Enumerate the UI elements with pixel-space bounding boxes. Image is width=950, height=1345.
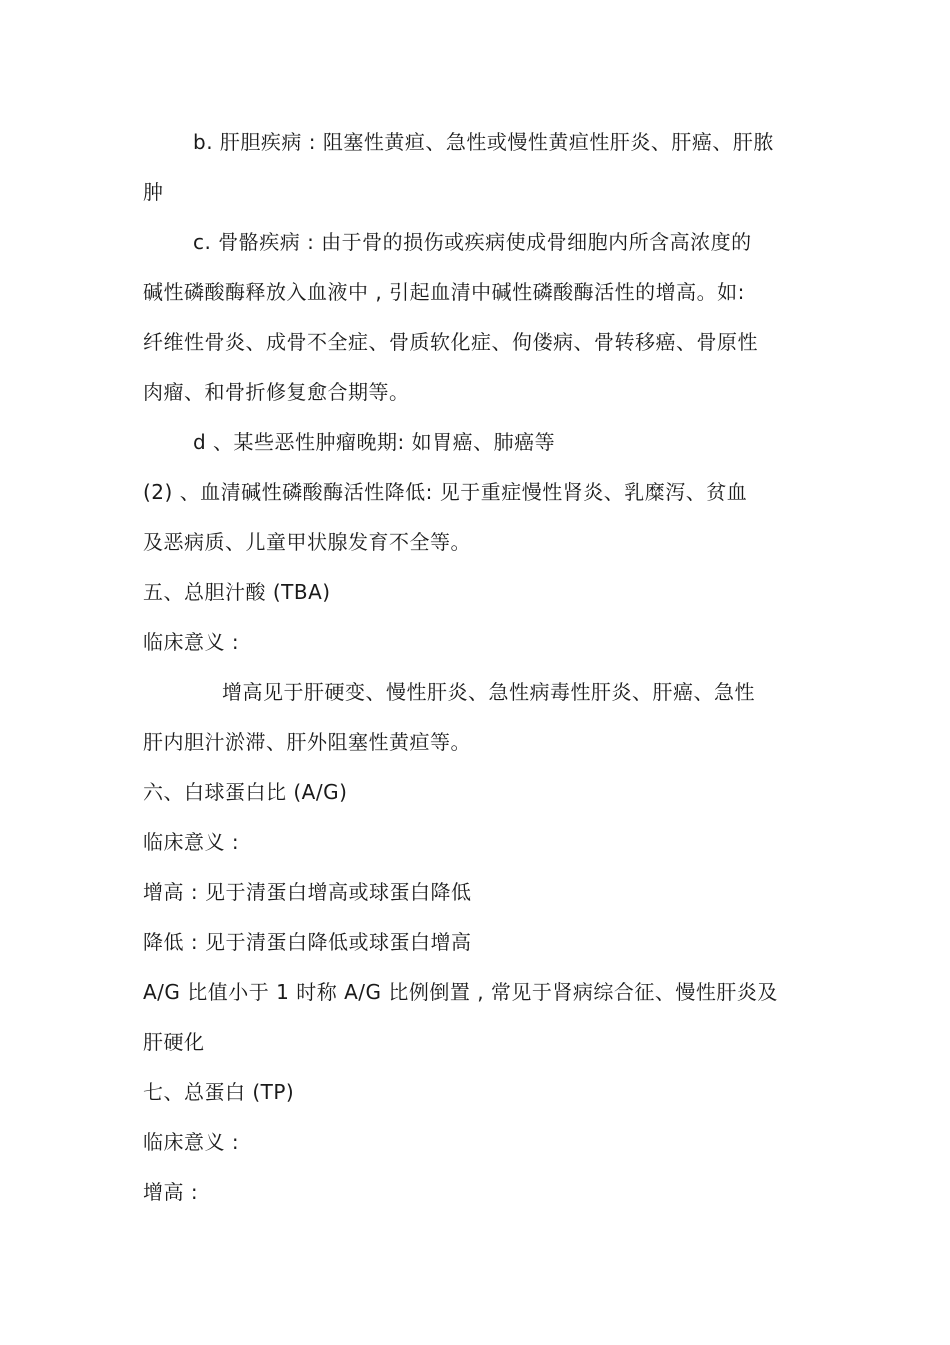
section-5-clinical-label: 临床意义 : (143, 630, 240, 654)
item-c-bone-disease: c. 骨骼疾病 : 由于骨的损伤或疾病使成骨细胞内所含高浓度的 (193, 230, 752, 254)
item-c-line3: 纤维性骨炎、成骨不全症、骨质软化症、佝偻病、骨转移癌、骨原性 (143, 330, 758, 354)
item-2-decrease: (2) 、血清碱性磷酸酶活性降低: 见于重症慢性肾炎、乳糜泻、贫血 (143, 480, 748, 504)
item-c-line4: 肉瘤、和骨折修复愈合期等。 (143, 380, 410, 404)
section-6-decrease: 降低 : 见于清蛋白降低或球蛋白增高 (143, 930, 472, 954)
section-6-ratio-inversion: A/G 比值小于 1 时称 A/G 比例倒置 , 常见于肾病综合征、慢性肝炎及 (143, 980, 778, 1004)
section-6-heading: 六、白球蛋白比 (A/G) (143, 780, 348, 804)
item-b-continuation: 肿 (143, 180, 164, 204)
section-5-increase: 增高见于肝硬变、慢性肝炎、急性病毒性肝炎、肝癌、急性 (222, 680, 755, 704)
section-7-increase: 增高 : (143, 1180, 199, 1204)
item-d-tumor: d 、某些恶性肿瘤晚期: 如胃癌、肺癌等 (193, 430, 556, 454)
item-2-continuation: 及恶病质、儿童甲状腺发育不全等。 (143, 530, 471, 554)
item-b-hepatobiliary: b. 肝胆疾病 : 阻塞性黄疸、急性或慢性黄疸性肝炎、肝癌、肝脓 (193, 130, 774, 154)
section-5-heading: 五、总胆汁酸 (TBA) (143, 580, 331, 604)
section-7-heading: 七、总蛋白 (TP) (143, 1080, 295, 1104)
section-7-clinical-label: 临床意义 : (143, 1130, 240, 1154)
section-6-clinical-label: 临床意义 : (143, 830, 240, 854)
item-c-line2: 碱性磷酸酶释放入血液中 , 引起血清中碱性磷酸酶活性的增高。如: (143, 280, 745, 304)
section-6-increase: 增高 : 见于清蛋白增高或球蛋白降低 (143, 880, 472, 904)
section-6-continuation: 肝硬化 (143, 1030, 205, 1054)
section-5-continuation: 肝内胆汁淤滞、肝外阻塞性黄疸等。 (143, 730, 471, 754)
